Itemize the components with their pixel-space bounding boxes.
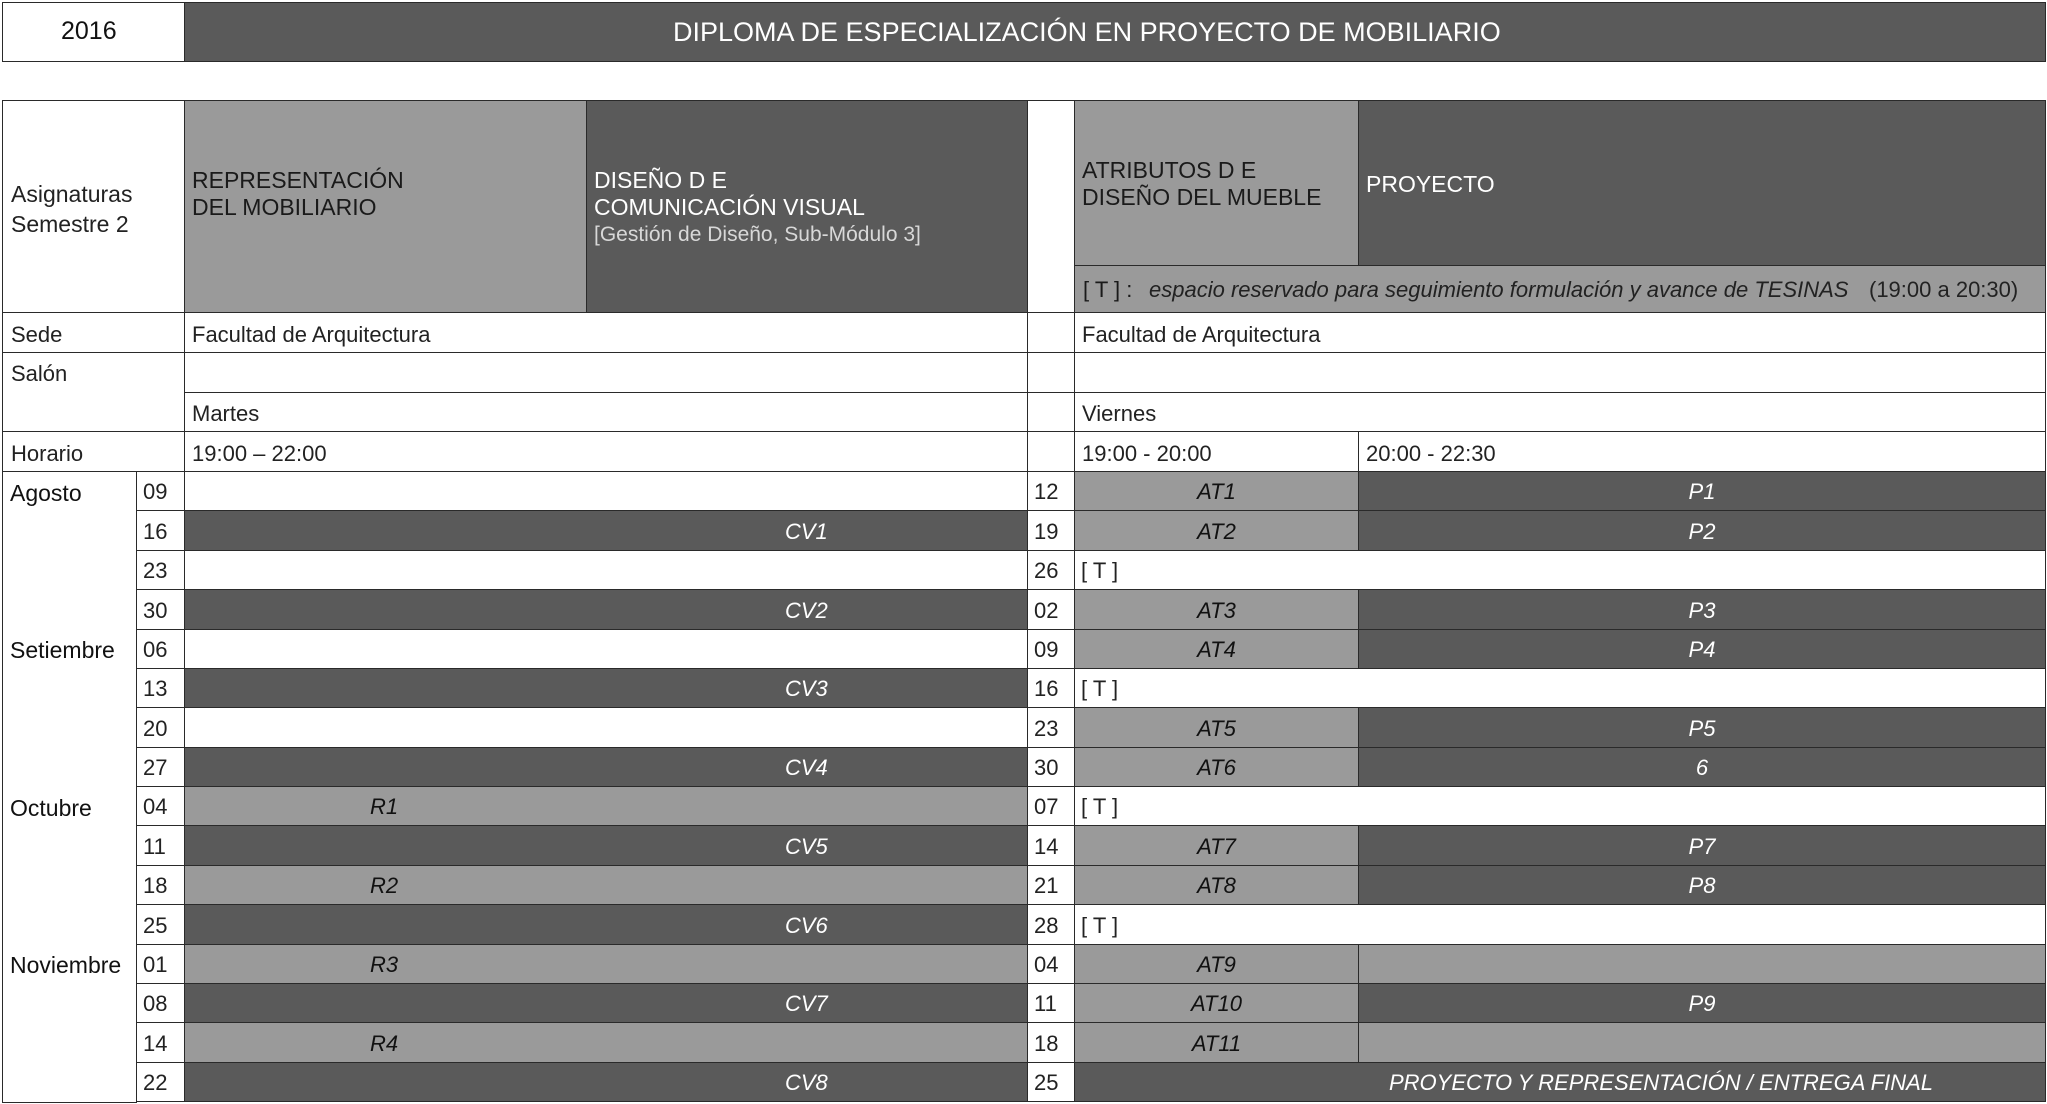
- subject-comunicacion-visual: [586, 100, 1028, 313]
- fri-date: [1027, 865, 1075, 905]
- subjects-label-cell: [2, 100, 185, 313]
- rep-session: [184, 786, 1028, 826]
- proyecto-session-text: P5: [1688, 716, 1716, 741]
- salon-left-cell: [184, 352, 1028, 393]
- tue-date: [136, 983, 185, 1023]
- empty-session: [184, 471, 1028, 511]
- cv-session: [184, 510, 1028, 551]
- cv-session-text: CV8: [785, 1070, 828, 1095]
- proyecto-session: [1358, 471, 2046, 511]
- empty-session: [184, 707, 1028, 748]
- fri-date-text: 14: [1034, 834, 1059, 859]
- empty-session: [184, 629, 1028, 669]
- fri-date-text: 23: [1034, 716, 1059, 741]
- tue-date-text: 22: [143, 1070, 168, 1095]
- proyecto-session: [1358, 707, 2046, 748]
- at-session: [1074, 471, 1359, 511]
- at-session: [1074, 629, 1359, 669]
- at-session: [1074, 1022, 1359, 1063]
- proyecto-session: [1358, 825, 2046, 866]
- proyecto-session-text: P7: [1688, 834, 1716, 859]
- subjects-label-line1: Asignaturas: [11, 181, 133, 207]
- proyecto-session-text: 6: [1695, 755, 1709, 780]
- fri-date: [1027, 589, 1075, 630]
- tesinas-slot-text: [ T ]: [1081, 913, 1119, 938]
- cv-session: [184, 983, 1028, 1023]
- fri-date-text: 02: [1034, 598, 1059, 623]
- hours-left-cell: [184, 431, 1028, 472]
- fri-date: [1027, 904, 1075, 945]
- hours-left: 19:00 – 22:00: [192, 441, 327, 466]
- sede-right: Facultad de Arquitectura: [1082, 322, 1321, 347]
- subject-at-line2: DISEÑO DEL MUEBLE: [1082, 184, 1322, 210]
- fri-date: [1027, 629, 1075, 669]
- subject-rep-line2: DEL MOBILIARIO: [192, 194, 377, 220]
- tue-date: [136, 471, 185, 511]
- sede-label: Sede: [11, 322, 63, 347]
- at-session: [1074, 944, 1359, 984]
- tesinas-slot-text: [ T ]: [1081, 794, 1119, 819]
- hours-right-a-cell: [1074, 431, 1359, 472]
- tue-date-text: 13: [143, 676, 168, 701]
- rep-session-text: R2: [370, 873, 399, 898]
- tue-date: [136, 747, 185, 787]
- day-left-cell: [184, 392, 1028, 432]
- proyecto-session: [1358, 510, 2046, 551]
- fri-date: [1027, 668, 1075, 708]
- subject-rep-line1: REPRESENTACIÓN: [192, 167, 404, 193]
- subject-cv-line3: [Gestión de Diseño, Sub-Módulo 3]: [594, 223, 921, 246]
- month-noviembre: Noviembre: [10, 952, 122, 978]
- tue-date: [136, 550, 185, 590]
- hours-right-a: 19:00 - 20:00: [1082, 441, 1212, 466]
- cv-session-text: CV1: [785, 519, 828, 544]
- fri-date-text: 11: [1034, 991, 1057, 1016]
- tue-date-text: 06: [143, 637, 168, 662]
- tue-date: [136, 786, 185, 826]
- month-agosto: Agosto: [10, 480, 82, 506]
- at-session-text: AT1: [1197, 479, 1236, 504]
- proyecto-session-text: P8: [1688, 873, 1716, 898]
- cv-session: [184, 589, 1028, 630]
- proyecto-session: [1358, 983, 2046, 1023]
- at-session-text: AT11: [1191, 1031, 1242, 1056]
- cv-session: [184, 668, 1028, 708]
- rep-session: [184, 1022, 1028, 1063]
- month-column: [2, 471, 137, 1103]
- sede-left: Facultad de Arquitectura: [192, 322, 431, 347]
- fri-date-text: 07: [1034, 794, 1059, 819]
- fri-date-text: 12: [1034, 479, 1059, 504]
- fri-date-text: 28: [1034, 913, 1059, 938]
- fri-date: [1027, 825, 1075, 866]
- gap-header: [1027, 100, 1075, 313]
- tue-date-text: 01: [143, 952, 168, 977]
- gap-salon: [1027, 352, 1075, 393]
- tue-date: [136, 510, 185, 551]
- at-session-text: AT10: [1191, 991, 1242, 1016]
- day-left: Martes: [192, 401, 260, 426]
- at-session-text: AT5: [1197, 716, 1236, 741]
- sede-label-cell: [2, 312, 185, 353]
- subject-representacion: [184, 100, 587, 313]
- tue-date: [136, 865, 185, 905]
- at-session-text: AT8: [1197, 873, 1236, 898]
- proyecto-empty: [1358, 1022, 2046, 1063]
- tue-date-text: 23: [143, 558, 168, 583]
- page-title: DIPLOMA DE ESPECIALIZACIÓN EN PROYECTO DE MOBILIARIO: [673, 17, 1501, 47]
- at-session-text: AT6: [1197, 755, 1236, 780]
- tue-date: [136, 1062, 185, 1102]
- tue-date-text: 04: [143, 794, 168, 819]
- salon-label-cell: [2, 352, 185, 432]
- subject-cv-line2: COMUNICACIÓN VISUAL: [594, 194, 865, 220]
- tue-date: [136, 589, 185, 630]
- tue-date-text: 30: [143, 598, 168, 623]
- subject-at-line1: ATRIBUTOS D E: [1082, 157, 1257, 183]
- subject-proj: PROYECTO: [1366, 171, 1495, 197]
- salon-right-cell: [1074, 352, 2046, 393]
- tesinas-slot: [1074, 668, 2046, 708]
- day-right-cell: [1074, 392, 2046, 432]
- fri-date: [1027, 944, 1075, 984]
- at-session: [1074, 707, 1359, 748]
- proyecto-session: [1358, 865, 2046, 905]
- proyecto-session: [1358, 629, 2046, 669]
- tue-date: [136, 904, 185, 945]
- tue-date-text: 11: [143, 834, 166, 859]
- fri-date: [1027, 707, 1075, 748]
- tue-date: [136, 668, 185, 708]
- tue-date-text: 18: [143, 873, 168, 898]
- rep-session-text: R4: [370, 1031, 399, 1056]
- tesinas-slot: [1074, 904, 2046, 945]
- day-right: Viernes: [1082, 401, 1157, 426]
- at-session-text: AT4: [1197, 637, 1236, 662]
- sede-left-cell: [184, 312, 1028, 353]
- tue-date: [136, 1022, 185, 1063]
- tue-date-text: 14: [143, 1031, 168, 1056]
- tue-date-text: 16: [143, 519, 168, 544]
- fri-date: [1027, 550, 1075, 590]
- horario-label-cell: [2, 431, 185, 472]
- proyecto-session-text: P3: [1688, 598, 1716, 623]
- fri-date-text: 19: [1034, 519, 1059, 544]
- subjects-label-line2: Semestre 2: [11, 211, 129, 237]
- year: 2016: [61, 17, 117, 45]
- tesinas-hours: (19:00 a 20:30): [1869, 277, 2019, 302]
- tue-date-text: 27: [143, 755, 168, 780]
- fri-date-text: 09: [1034, 637, 1059, 662]
- tesinas-note: espacio reservado para seguimiento formulación y avance de TESINAS: [1149, 277, 1849, 302]
- proyecto-session-text: P9: [1688, 991, 1716, 1016]
- fri-date: [1027, 786, 1075, 826]
- at-session: [1074, 865, 1359, 905]
- at-session-text: AT3: [1197, 598, 1236, 623]
- cv-session-text: CV4: [785, 755, 828, 780]
- rep-session: [184, 944, 1028, 984]
- at-session: [1074, 510, 1359, 551]
- hours-right-b: 20:00 - 22:30: [1366, 441, 1496, 466]
- cv-session: [184, 1062, 1028, 1102]
- at-session-text: AT7: [1197, 834, 1236, 859]
- horario-label: Horario: [11, 441, 84, 466]
- gap-sede: [1027, 312, 1075, 353]
- month-setiembre: Setiembre: [10, 637, 115, 663]
- cv-session-text: CV2: [785, 598, 828, 623]
- tesinas-slot-text: [ T ]: [1081, 558, 1119, 583]
- fri-date-text: 16: [1034, 676, 1059, 701]
- tue-date: [136, 629, 185, 669]
- cv-session-text: CV6: [785, 913, 828, 938]
- at-session: [1074, 825, 1359, 866]
- tesinas-slot-text: [ T ]: [1081, 676, 1119, 701]
- gap-horario: [1027, 431, 1075, 472]
- fri-date: [1027, 747, 1075, 787]
- at-session-text: AT9: [1197, 952, 1236, 977]
- cv-session: [184, 747, 1028, 787]
- cv-session-text: CV3: [785, 676, 828, 701]
- fri-date: [1027, 510, 1075, 551]
- subject-atributos: [1074, 100, 1359, 266]
- empty-session: [184, 550, 1028, 590]
- final-delivery-text: PROYECTO Y REPRESENTACIÓN / ENTREGA FINAL: [1389, 1070, 1934, 1095]
- fri-date: [1027, 1062, 1075, 1102]
- fri-date: [1027, 1022, 1075, 1063]
- at-session-text: AT2: [1197, 519, 1236, 544]
- cv-session: [184, 825, 1028, 866]
- tue-date-text: 20: [143, 716, 168, 741]
- proyecto-session-text: P2: [1688, 519, 1716, 544]
- rep-session: [184, 865, 1028, 905]
- tue-date-text: 25: [143, 913, 168, 938]
- subject-cv-line1: DISEÑO D E: [594, 167, 727, 193]
- sede-right-cell: [1074, 312, 2046, 353]
- rep-session-text: R3: [370, 952, 399, 977]
- at-session: [1074, 589, 1359, 630]
- hours-right-b-cell: [1358, 431, 2046, 472]
- proyecto-session-text: P1: [1688, 479, 1716, 504]
- fri-date: [1027, 983, 1075, 1023]
- proyecto-empty: [1358, 944, 2046, 984]
- tesinas-note-cell: [1074, 265, 2046, 313]
- year-box: [2, 2, 185, 62]
- final-delivery: [1074, 1062, 2046, 1102]
- cv-session-text: CV7: [785, 991, 828, 1016]
- salon-label: Salón: [11, 361, 68, 386]
- fri-date-text: 26: [1034, 558, 1059, 583]
- tesinas-mark: [ T ] :: [1083, 277, 1133, 302]
- proyecto-session-text: P4: [1688, 637, 1716, 662]
- at-session: [1074, 747, 1359, 787]
- tue-date: [136, 825, 185, 866]
- proyecto-session: [1358, 747, 2046, 787]
- fri-date: [1027, 471, 1075, 511]
- fri-date-text: 21: [1034, 873, 1059, 898]
- subject-proyecto: [1358, 100, 2046, 266]
- at-session: [1074, 983, 1359, 1023]
- cv-session: [184, 904, 1028, 945]
- fri-date-text: 18: [1034, 1031, 1059, 1056]
- tesinas-slot: [1074, 786, 2046, 826]
- fri-date-text: 04: [1034, 952, 1059, 977]
- gap-day: [1027, 392, 1075, 432]
- tue-date: [136, 944, 185, 984]
- title-bar: [184, 2, 2046, 62]
- cv-session-text: CV5: [785, 834, 828, 859]
- fri-date-text: 30: [1034, 755, 1059, 780]
- tue-date: [136, 707, 185, 748]
- month-octubre: Octubre: [10, 795, 92, 821]
- tue-date-text: 08: [143, 991, 168, 1016]
- tesinas-slot: [1074, 550, 2046, 590]
- proyecto-session: [1358, 589, 2046, 630]
- rep-session-text: R1: [370, 794, 399, 819]
- fri-date-text: 25: [1034, 1070, 1059, 1095]
- tue-date-text: 09: [143, 479, 168, 504]
